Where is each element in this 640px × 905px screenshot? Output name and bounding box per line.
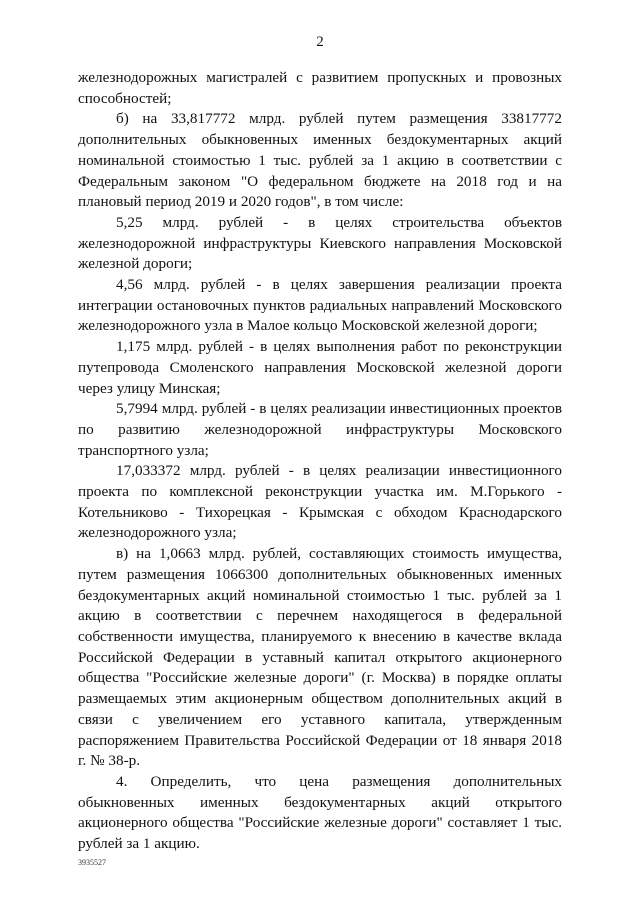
paragraph-moscow-transport-hub: 5,7994 млрд. рублей - в целях реализации инвестиционных проектов по развитию железнодорожной инфраструктуры Московского транспортного узла;: [78, 400, 562, 459]
paragraph-continuation: железнодорожных магистралей с развитием пропускных и провозных способностей;: [78, 69, 562, 107]
document-code: 3935527: [78, 858, 106, 867]
paragraph-ring-integration: 4,56 млрд. рублей - в целях завершения реализации проекта интеграции остановочных пунктов радиальных направлений Московского железнодорожного узла в Малое кольцо Московской железной дороги;: [78, 276, 562, 335]
paragraph-item-v: в) на 1,0663 млрд. рублей, составляющих стоимость имущества, путем размещения 1066300 дополнительных обыкновенных именных бездокументарных акций номинальной стоимостью 1 тыс. рублей за 1 акцию в соответствии с перечнем находящегося в федеральной собственности имущества, планируемого к внесению в качестве вклада Российской Федерации в уставный капитал открытого акционерного общества "Российские железные дороги" (г. Москва) в порядке оплаты размещаемых этим акционерным обществом дополнительных акций в связи с увеличением его уставного капитала, утвержденным распоряжением Правительства Российской Федерации от 18 января 2018 г. № 38-р.: [78, 545, 562, 770]
paragraph-overpass-reconstruction: 1,175 млрд. рублей - в целях выполнения работ по реконструкции путепровода Смоленского направления Московской железной дороги через улицу Минская;: [78, 338, 562, 397]
page-number: 2: [316, 34, 324, 50]
paragraph-item-4: 4. Определить, что цена размещения дополнительных обыкновенных именных бездокументарных акций открытого акционерного общества "Российские железные дороги" составляет 1 тыс. рублей за 1 акцию.: [78, 772, 562, 853]
paragraph-gorky-section: 17,033372 млрд. рублей - в целях реализации инвестиционного проекта по комплексной реконструкции участка им. М.Горького - Котельниково - Тихорецкая - Крымская с обходом Краснодарского железнодорожного узла;: [78, 462, 562, 542]
document-body: [78, 68, 562, 855]
paragraph-item-b: б) на 33,817772 млрд. рублей путем размещения 33817772 дополнительных обыкновенных именных бездокументарных акций номинальной стоимостью 1 тыс. рублей за 1 акцию в соответствии с Федеральным законом "О федеральном бюджете на 2018 год и на плановый период 2019 и 2020 годов", в том числе:: [78, 110, 562, 211]
paragraph-kiev-direction: 5,25 млрд. рублей - в целях строительства объектов железнодорожной инфраструктуры Киевского направления Московской железной дороги;: [78, 213, 562, 273]
